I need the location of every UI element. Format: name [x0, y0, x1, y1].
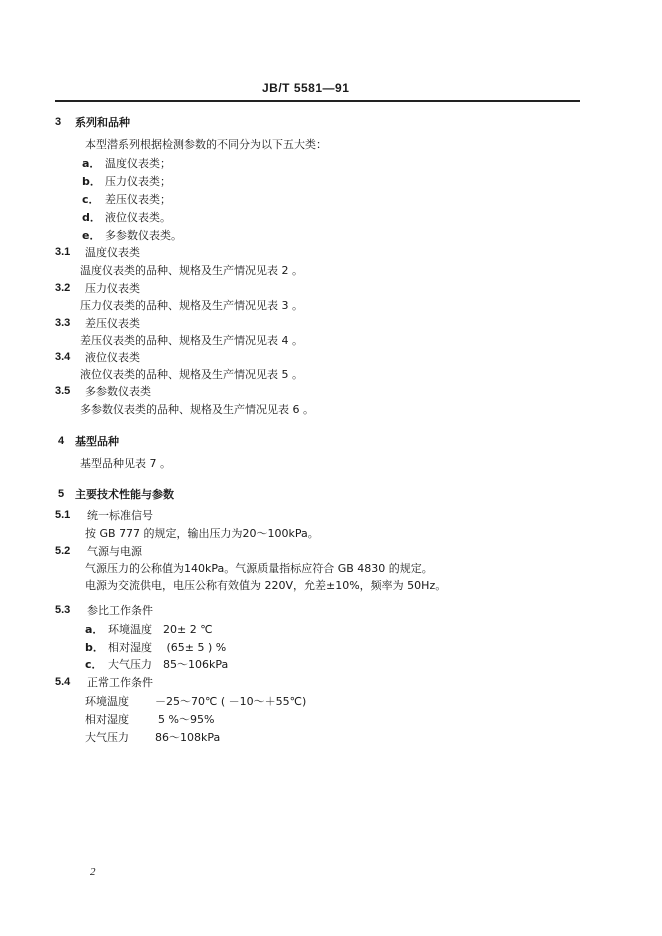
- section-5-2-title: 气源与电源: [87, 545, 142, 558]
- section-3-3-title: 差压仪表类: [85, 317, 140, 330]
- section-3-4-title: 液位仪表类: [85, 351, 140, 364]
- section-3-2-number: 3.2: [55, 282, 71, 294]
- section-4-body: 基型品种见表 7 。: [80, 457, 171, 470]
- section-3-4-number: 3.4: [55, 351, 71, 363]
- section-3-5-title: 多参数仪表类: [85, 385, 151, 398]
- list-marker: e．: [82, 229, 101, 242]
- list-marker: a．: [82, 157, 101, 170]
- list-item: 多参数仪表类。: [105, 229, 182, 242]
- section-5-1-title: 统一标准信号: [87, 509, 153, 522]
- list-marker: d．: [82, 211, 101, 224]
- header-rule: [55, 100, 580, 102]
- section-5-1-body: 按 GB 777 的规定，输出压力为20～100kPa。: [85, 527, 319, 540]
- section-3-4-body: 液位仪表类的品种、规格及生产情况见表 5 。: [80, 368, 303, 381]
- section-3-intro: 本型潜系列根据检测参数的不同分为以下五大类：: [85, 138, 327, 151]
- section-4-number: 4: [58, 435, 65, 447]
- section-5-2-body-2: 电源为交流供电，电压公称有效值为 220V，允差±10%，频率为 50Hz。: [85, 579, 447, 592]
- section-5-number: 5: [58, 488, 65, 500]
- list-marker: c．: [82, 193, 100, 206]
- list-item: 相对湿度 (65± 5 ) %: [108, 641, 227, 654]
- list-marker: b．: [82, 175, 101, 188]
- list-item: 温度仪表类；: [105, 157, 171, 170]
- section-5-4-number: 5.4: [55, 676, 71, 688]
- section-5-2-body-1: 气源压力的公称值为140kPa。气源质量指标应符合 GB 4830 的规定。: [85, 562, 433, 575]
- section-5-3-title: 参比工作条件: [87, 604, 153, 617]
- list-marker: c．: [85, 658, 103, 671]
- list-item: 压力仪表类；: [105, 175, 171, 188]
- section-5-2-number: 5.2: [55, 545, 71, 557]
- section-3-2-body: 压力仪表类的品种、规格及生产情况见表 3 。: [80, 299, 303, 312]
- section-3-3-body: 差压仪表类的品种、规格及生产情况见表 4 。: [80, 334, 303, 347]
- section-3-2-title: 压力仪表类: [85, 282, 140, 295]
- condition-value: 5 %～95%: [158, 713, 215, 726]
- section-3-1-title: 温度仪表类: [85, 246, 140, 259]
- section-4-title: 基型品种: [75, 435, 119, 448]
- section-5-title: 主要技术性能与参数: [75, 488, 174, 501]
- condition-value: 86～108kPa: [155, 731, 221, 744]
- list-item: 环境温度 20± 2 ℃: [108, 623, 213, 636]
- list-item: 液位仪表类。: [105, 211, 171, 224]
- section-3-title: 系列和品种: [75, 116, 130, 129]
- section-3-number: 3: [55, 116, 62, 128]
- page-number: 2: [90, 866, 96, 878]
- section-3-5-body: 多参数仪表类的品种、规格及生产情况见表 6 。: [80, 403, 314, 416]
- list-marker: b．: [85, 641, 104, 654]
- section-3-5-number: 3.5: [55, 385, 71, 397]
- section-3-1-body: 温度仪表类的品种、规格及生产情况见表 2 。: [80, 264, 303, 277]
- condition-label: 大气压力: [85, 731, 129, 744]
- list-item: 差压仪表类；: [105, 193, 171, 206]
- condition-label: 环境温度: [85, 695, 129, 708]
- list-marker: a．: [85, 623, 104, 636]
- section-5-1-number: 5.1: [55, 509, 71, 521]
- section-3-3-number: 3.3: [55, 317, 71, 329]
- section-3-1-number: 3.1: [55, 246, 71, 258]
- document-code: JB/T 5581—91: [262, 81, 350, 95]
- section-5-3-number: 5.3: [55, 604, 71, 616]
- list-item: 大气压力 85～106kPa: [108, 658, 229, 671]
- condition-value: －25～70℃ ( －10～＋55℃): [155, 695, 307, 708]
- section-5-4-title: 正常工作条件: [87, 676, 153, 689]
- condition-label: 相对湿度: [85, 713, 129, 726]
